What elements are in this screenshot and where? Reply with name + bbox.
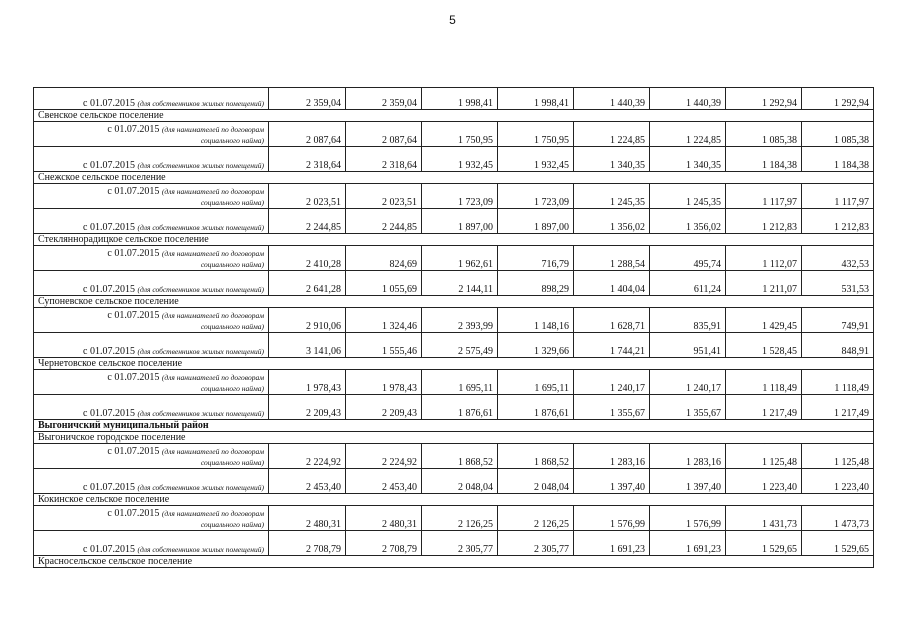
tariff-value-cell: 1 962,61 xyxy=(422,246,498,271)
tariff-value-cell: 1 744,21 xyxy=(574,333,650,358)
row-label-line xyxy=(38,383,264,394)
settlement-title: Кокинское сельское поселение xyxy=(34,494,874,506)
table-row xyxy=(34,88,874,110)
section-header-row xyxy=(34,296,874,308)
tariff-value-cell: 1 555,46 xyxy=(346,333,422,358)
table-row xyxy=(34,444,874,469)
row-date: с 01.07.2015 xyxy=(83,346,135,357)
tariff-value-cell: 2 087,64 xyxy=(346,122,422,147)
tariff-value-cell: 1 223,40 xyxy=(726,469,802,494)
row-label-line xyxy=(38,346,264,357)
row-label xyxy=(34,147,269,172)
row-note: (для нанимателей по договорам xyxy=(161,311,264,320)
row-label-line xyxy=(38,160,264,171)
row-label xyxy=(34,209,269,234)
tariff-value-cell: 2 144,11 xyxy=(422,271,498,296)
tariff-value-cell: 1 223,40 xyxy=(802,469,874,494)
tariff-value-cell: 2 318,64 xyxy=(346,147,422,172)
tariff-value-cell: 1 292,94 xyxy=(726,88,802,110)
settlement-title: Снежское сельское поселение xyxy=(34,172,874,184)
row-note: (для собственников жилых помещений) xyxy=(137,285,264,294)
section-header-row xyxy=(34,110,874,122)
row-label-line xyxy=(38,284,264,295)
row-date: с 01.07.2015 xyxy=(83,284,135,295)
row-note: (для нанимателей по договорам xyxy=(161,187,264,196)
section-header-row xyxy=(34,556,874,568)
row-date: с 01.07.2015 xyxy=(107,124,160,135)
tariff-value-cell: 1 397,40 xyxy=(574,469,650,494)
row-date: с 01.07.2015 xyxy=(83,160,135,171)
row-date: с 01.07.2015 xyxy=(107,508,160,519)
tariff-value-cell: 1 324,46 xyxy=(346,308,422,333)
tariff-value-cell: 1 085,38 xyxy=(802,122,874,147)
row-date: с 01.07.2015 xyxy=(107,372,160,383)
tariff-value-cell: 2 575,49 xyxy=(422,333,498,358)
section-header-row xyxy=(34,432,874,444)
table-row xyxy=(34,122,874,147)
tariff-value-cell: 2 453,40 xyxy=(346,469,422,494)
tariff-value-cell: 611,24 xyxy=(650,271,726,296)
row-note: (для нанимателей по договорам xyxy=(161,447,264,456)
tariff-table-body xyxy=(34,88,874,568)
row-date: с 01.07.2015 xyxy=(83,98,135,109)
row-date: с 01.07.2015 xyxy=(107,310,160,321)
row-label xyxy=(34,271,269,296)
tariff-value-cell: 1 723,09 xyxy=(422,184,498,209)
row-label-line xyxy=(38,544,264,555)
tariff-value-cell: 2 209,43 xyxy=(346,395,422,420)
tariff-value-cell: 1 224,85 xyxy=(650,122,726,147)
tariff-value-cell: 2 048,04 xyxy=(422,469,498,494)
tariff-value-cell: 1 184,38 xyxy=(726,147,802,172)
tariff-value-cell: 1 356,02 xyxy=(650,209,726,234)
row-note: (для нанимателей по договорам xyxy=(161,373,264,382)
tariff-value-cell: 1 868,52 xyxy=(498,444,574,469)
district-header-row xyxy=(34,420,874,432)
tariff-value-cell: 2 641,28 xyxy=(269,271,346,296)
tariff-value-cell: 2 708,79 xyxy=(346,531,422,556)
row-note: социального найма) xyxy=(200,260,264,269)
tariff-value-cell: 1 529,65 xyxy=(802,531,874,556)
settlement-title: Супоневское сельское поселение xyxy=(34,296,874,308)
row-note: (для собственников жилых помещений) xyxy=(137,409,264,418)
tariff-value-cell: 1 217,49 xyxy=(802,395,874,420)
tariff-value-cell: 824,69 xyxy=(346,246,422,271)
tariff-value-cell: 1 868,52 xyxy=(422,444,498,469)
row-date: с 01.07.2015 xyxy=(83,482,135,493)
tariff-value-cell: 1 397,40 xyxy=(650,469,726,494)
tariff-value-cell: 2 087,64 xyxy=(269,122,346,147)
row-label-line xyxy=(38,372,264,383)
table-row xyxy=(34,308,874,333)
row-note: (для нанимателей по договорам xyxy=(161,509,264,518)
table-row xyxy=(34,370,874,395)
tariff-value-cell: 1 473,73 xyxy=(802,506,874,531)
tariff-value-cell: 2 048,04 xyxy=(498,469,574,494)
table-row xyxy=(34,246,874,271)
tariff-table xyxy=(33,87,874,568)
row-date: с 01.07.2015 xyxy=(107,446,160,457)
tariff-value-cell: 3 141,06 xyxy=(269,333,346,358)
tariff-value-cell: 1 932,45 xyxy=(422,147,498,172)
section-header-row xyxy=(34,234,874,246)
row-label-line xyxy=(38,519,264,530)
tariff-value-cell: 2 708,79 xyxy=(269,531,346,556)
tariff-value-cell: 432,53 xyxy=(802,246,874,271)
tariff-value-cell: 1 440,39 xyxy=(574,88,650,110)
row-label xyxy=(34,122,269,147)
row-label xyxy=(34,88,269,110)
tariff-value-cell: 1 240,17 xyxy=(574,370,650,395)
tariff-value-cell: 1 184,38 xyxy=(802,147,874,172)
row-label xyxy=(34,506,269,531)
tariff-value-cell: 1 245,35 xyxy=(574,184,650,209)
tariff-value-cell: 2 305,77 xyxy=(498,531,574,556)
table-row xyxy=(34,209,874,234)
tariff-value-cell: 1 283,16 xyxy=(650,444,726,469)
district-title: Выгоничский муниципальный район xyxy=(34,420,874,432)
tariff-value-cell: 2 453,40 xyxy=(269,469,346,494)
tariff-value-cell: 1 283,16 xyxy=(574,444,650,469)
tariff-value-cell: 2 480,31 xyxy=(269,506,346,531)
tariff-value-cell: 1 404,04 xyxy=(574,271,650,296)
tariff-value-cell: 2 224,92 xyxy=(269,444,346,469)
tariff-value-cell: 1 897,00 xyxy=(498,209,574,234)
tariff-value-cell: 1 240,17 xyxy=(650,370,726,395)
table-row xyxy=(34,506,874,531)
tariff-value-cell: 2 023,51 xyxy=(346,184,422,209)
tariff-value-cell: 2 480,31 xyxy=(346,506,422,531)
tariff-value-cell: 1 750,95 xyxy=(498,122,574,147)
tariff-value-cell: 2 224,92 xyxy=(346,444,422,469)
row-label xyxy=(34,333,269,358)
row-label-line xyxy=(38,197,264,208)
row-label xyxy=(34,469,269,494)
tariff-value-cell: 2 244,85 xyxy=(346,209,422,234)
tariff-value-cell: 1 355,67 xyxy=(574,395,650,420)
table-row xyxy=(34,333,874,358)
tariff-value-cell: 749,91 xyxy=(802,308,874,333)
row-date: с 01.07.2015 xyxy=(83,544,135,555)
table-row xyxy=(34,271,874,296)
row-label-line xyxy=(38,135,264,146)
tariff-value-cell: 1 212,83 xyxy=(726,209,802,234)
row-note: (для собственников жилых помещений) xyxy=(137,223,264,232)
tariff-value-cell: 1 998,41 xyxy=(498,88,574,110)
row-label xyxy=(34,370,269,395)
row-note: социального найма) xyxy=(200,458,264,467)
table-row xyxy=(34,469,874,494)
row-label-line xyxy=(38,446,264,457)
section-header-row xyxy=(34,358,874,370)
tariff-value-cell: 1 117,97 xyxy=(802,184,874,209)
tariff-value-cell: 1 212,83 xyxy=(802,209,874,234)
tariff-value-cell: 495,74 xyxy=(650,246,726,271)
tariff-value-cell: 2 209,43 xyxy=(269,395,346,420)
row-label xyxy=(34,395,269,420)
row-note: социального найма) xyxy=(200,322,264,331)
table-row xyxy=(34,395,874,420)
tariff-value-cell: 1 695,11 xyxy=(498,370,574,395)
table-row xyxy=(34,147,874,172)
section-header-row xyxy=(34,494,874,506)
row-note: (для нанимателей по договорам xyxy=(161,249,264,258)
tariff-value-cell: 1 085,38 xyxy=(726,122,802,147)
row-label-line xyxy=(38,457,264,468)
row-label xyxy=(34,444,269,469)
tariff-value-cell: 1 125,48 xyxy=(802,444,874,469)
tariff-value-cell: 1 440,39 xyxy=(650,88,726,110)
row-label xyxy=(34,246,269,271)
settlement-title: Свенское сельское поселение xyxy=(34,110,874,122)
page-number: 5 xyxy=(449,13,456,27)
row-label-line xyxy=(38,310,264,321)
tariff-value-cell: 2 318,64 xyxy=(269,147,346,172)
tariff-value-cell: 1 217,49 xyxy=(726,395,802,420)
tariff-value-cell: 1 876,61 xyxy=(422,395,498,420)
row-label xyxy=(34,308,269,333)
tariff-value-cell: 1 529,65 xyxy=(726,531,802,556)
tariff-value-cell: 2 126,25 xyxy=(422,506,498,531)
row-date: с 01.07.2015 xyxy=(107,186,160,197)
tariff-value-cell: 1 329,66 xyxy=(498,333,574,358)
tariff-value-cell: 2 410,28 xyxy=(269,246,346,271)
tariff-value-cell: 1 978,43 xyxy=(269,370,346,395)
row-label-line xyxy=(38,186,264,197)
tariff-value-cell: 1 356,02 xyxy=(574,209,650,234)
row-label-line xyxy=(38,259,264,270)
tariff-value-cell: 2 023,51 xyxy=(269,184,346,209)
tariff-value-cell: 1 429,45 xyxy=(726,308,802,333)
tariff-value-cell: 716,79 xyxy=(498,246,574,271)
row-label-line xyxy=(38,248,264,259)
row-note: социального найма) xyxy=(200,198,264,207)
row-label-line xyxy=(38,482,264,493)
tariff-value-cell: 1 628,71 xyxy=(574,308,650,333)
settlement-title: Красносельское сельское поселение xyxy=(34,556,874,568)
row-note: социального найма) xyxy=(200,136,264,145)
row-note: социального найма) xyxy=(200,384,264,393)
row-label-line xyxy=(38,508,264,519)
tariff-value-cell: 2 126,25 xyxy=(498,506,574,531)
tariff-value-cell: 1 723,09 xyxy=(498,184,574,209)
tariff-value-cell: 1 224,85 xyxy=(574,122,650,147)
tariff-value-cell: 1 978,43 xyxy=(346,370,422,395)
tariff-value-cell: 1 576,99 xyxy=(650,506,726,531)
row-label-line xyxy=(38,222,264,233)
tariff-value-cell: 848,91 xyxy=(802,333,874,358)
tariff-value-cell: 1 118,49 xyxy=(726,370,802,395)
tariff-value-cell: 1 245,35 xyxy=(650,184,726,209)
section-header-row xyxy=(34,172,874,184)
settlement-title: Стекляннорадицкое сельское поселение xyxy=(34,234,874,246)
row-note: (для нанимателей по договорам xyxy=(161,125,264,134)
tariff-value-cell: 951,41 xyxy=(650,333,726,358)
row-label-line xyxy=(38,124,264,135)
tariff-value-cell: 1 355,67 xyxy=(650,395,726,420)
row-note: (для собственников жилых помещений) xyxy=(137,161,264,170)
tariff-value-cell: 1 528,45 xyxy=(726,333,802,358)
tariff-value-cell: 1 340,35 xyxy=(650,147,726,172)
tariff-value-cell: 2 359,04 xyxy=(346,88,422,110)
tariff-value-cell: 898,29 xyxy=(498,271,574,296)
tariff-value-cell: 835,91 xyxy=(650,308,726,333)
tariff-value-cell: 1 998,41 xyxy=(422,88,498,110)
row-date: с 01.07.2015 xyxy=(107,248,160,259)
tariff-value-cell: 2 393,99 xyxy=(422,308,498,333)
tariff-value-cell: 1 125,48 xyxy=(726,444,802,469)
tariff-value-cell: 1 340,35 xyxy=(574,147,650,172)
tariff-value-cell: 1 211,07 xyxy=(726,271,802,296)
table-row xyxy=(34,531,874,556)
tariff-value-cell: 1 118,49 xyxy=(802,370,874,395)
row-date: с 01.07.2015 xyxy=(83,222,135,233)
row-date: с 01.07.2015 xyxy=(83,408,135,419)
tariff-value-cell: 2 244,85 xyxy=(269,209,346,234)
tariff-value-cell: 1 055,69 xyxy=(346,271,422,296)
table-row xyxy=(34,184,874,209)
tariff-value-cell: 1 691,23 xyxy=(650,531,726,556)
tariff-value-cell: 1 288,54 xyxy=(574,246,650,271)
tariff-value-cell: 1 691,23 xyxy=(574,531,650,556)
tariff-value-cell: 1 112,07 xyxy=(726,246,802,271)
settlement-title: Чернетовское сельское поселение xyxy=(34,358,874,370)
row-note: (для собственников жилых помещений) xyxy=(137,347,264,356)
row-label xyxy=(34,184,269,209)
tariff-value-cell: 1 750,95 xyxy=(422,122,498,147)
tariff-value-cell: 1 431,73 xyxy=(726,506,802,531)
row-label-line xyxy=(38,321,264,332)
row-label-line xyxy=(38,98,264,109)
row-note: (для собственников жилых помещений) xyxy=(137,545,264,554)
tariff-value-cell: 1 148,16 xyxy=(498,308,574,333)
tariff-value-cell: 1 932,45 xyxy=(498,147,574,172)
tariff-value-cell: 1 576,99 xyxy=(574,506,650,531)
tariff-value-cell: 1 897,00 xyxy=(422,209,498,234)
tariff-value-cell: 1 292,94 xyxy=(802,88,874,110)
settlement-title: Выгоничское городское поселение xyxy=(34,432,874,444)
tariff-value-cell: 2 305,77 xyxy=(422,531,498,556)
tariff-value-cell: 1 117,97 xyxy=(726,184,802,209)
tariff-value-cell: 531,53 xyxy=(802,271,874,296)
row-label xyxy=(34,531,269,556)
tariff-value-cell: 2 910,06 xyxy=(269,308,346,333)
row-note: (для собственников жилых помещений) xyxy=(137,483,264,492)
tariff-value-cell: 1 876,61 xyxy=(498,395,574,420)
tariff-value-cell: 1 695,11 xyxy=(422,370,498,395)
row-note: (для собственников жилых помещений) xyxy=(137,99,264,108)
row-note: социального найма) xyxy=(200,520,264,529)
tariff-value-cell: 2 359,04 xyxy=(269,88,346,110)
row-label-line xyxy=(38,408,264,419)
